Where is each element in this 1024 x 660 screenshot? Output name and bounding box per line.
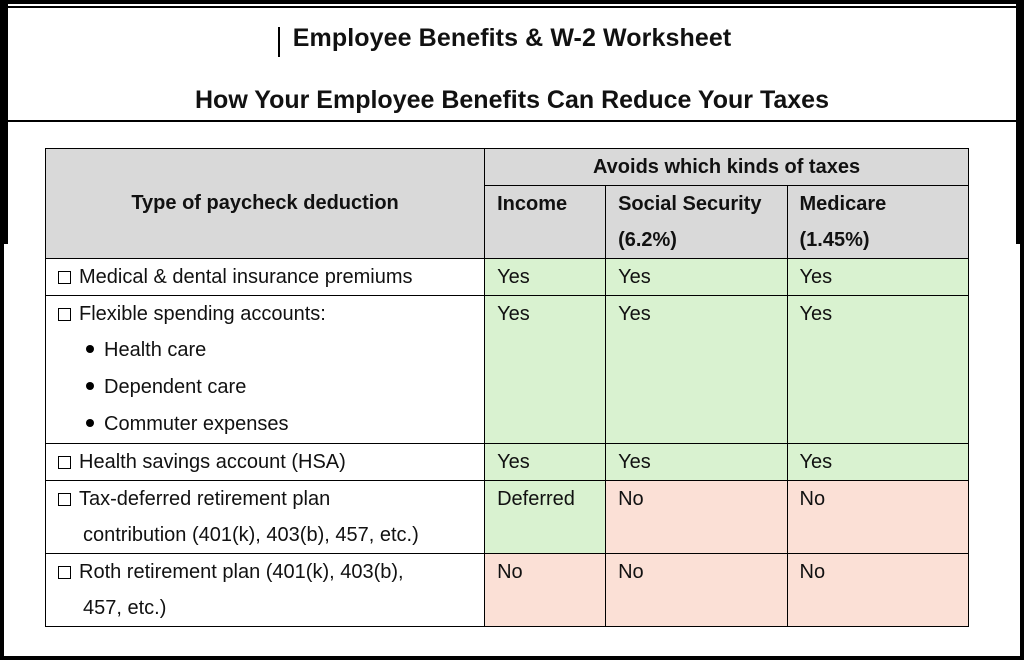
table-row	[46, 481, 969, 554]
deduction-cell	[46, 259, 485, 296]
bullet-icon	[86, 345, 94, 353]
avoids-taxes-header: Avoids which kinds of taxes	[485, 149, 969, 186]
medicare-header-label: Medicare	[799, 193, 887, 215]
deduction-label: Tax-deferred retirement plan	[79, 488, 331, 510]
income-column-header	[485, 186, 606, 259]
ss-header-label: Social Security	[618, 193, 762, 215]
list-item: Dependent care	[58, 369, 472, 406]
list-item: Commuter expenses	[58, 406, 472, 443]
checkbox[interactable]	[58, 308, 71, 321]
table-row	[46, 554, 969, 627]
ss-cell: Yes	[606, 444, 787, 481]
medicare-cell: Yes	[787, 296, 968, 444]
medicare-cell: Yes	[787, 444, 968, 481]
medicare-cell: No	[787, 554, 968, 627]
page-subtitle: How Your Employee Benefits Can Reduce Your Taxes	[195, 86, 829, 114]
deduction-label: Flexible spending accounts:	[79, 303, 326, 325]
table-header-row	[46, 149, 969, 186]
deduction-label-continued: contribution (401(k), 403(b), 457, etc.)	[83, 524, 419, 546]
benefits-table	[45, 148, 969, 627]
ss-cell: Yes	[606, 259, 787, 296]
deduction-cell	[46, 444, 485, 481]
page-title: Employee Benefits & W-2 Worksheet	[292, 24, 732, 52]
bullet-icon	[86, 382, 94, 390]
list-item: Health care	[58, 332, 472, 369]
table-row	[46, 296, 969, 444]
medicare-header-rate: (1.45%)	[799, 229, 870, 251]
deduction-label: Roth retirement plan (401(k), 403(b),	[79, 561, 404, 583]
social-security-column-header	[606, 186, 787, 259]
checkbox[interactable]	[58, 271, 71, 284]
income-cell: Yes	[485, 259, 606, 296]
medicare-cell: No	[787, 481, 968, 554]
deduction-label: Health savings account (HSA)	[79, 451, 346, 473]
type-of-deduction-header: Type of paycheck deduction	[46, 149, 485, 259]
table-row	[46, 259, 969, 296]
table-row	[46, 444, 969, 481]
deduction-cell	[46, 481, 485, 554]
income-header-label: Income	[497, 193, 568, 215]
deduction-label-continued: 457, etc.)	[83, 597, 167, 619]
ss-cell: No	[606, 481, 787, 554]
ss-cell: Yes	[606, 296, 787, 444]
income-cell: No	[485, 554, 606, 627]
income-cell: Yes	[485, 444, 606, 481]
bullet-icon	[86, 419, 94, 427]
checkbox[interactable]	[58, 493, 71, 506]
deduction-label: Medical & dental insurance premiums	[79, 266, 413, 288]
ss-cell: No	[606, 554, 787, 627]
deduction-cell	[46, 554, 485, 627]
deduction-cell	[46, 296, 485, 444]
checkbox[interactable]	[58, 566, 71, 579]
income-cell: Yes	[485, 296, 606, 444]
checkbox[interactable]	[58, 456, 71, 469]
medicare-column-header	[787, 186, 968, 259]
medicare-cell: Yes	[787, 259, 968, 296]
income-cell: Deferred	[485, 481, 606, 554]
ss-header-rate: (6.2%)	[618, 229, 677, 251]
